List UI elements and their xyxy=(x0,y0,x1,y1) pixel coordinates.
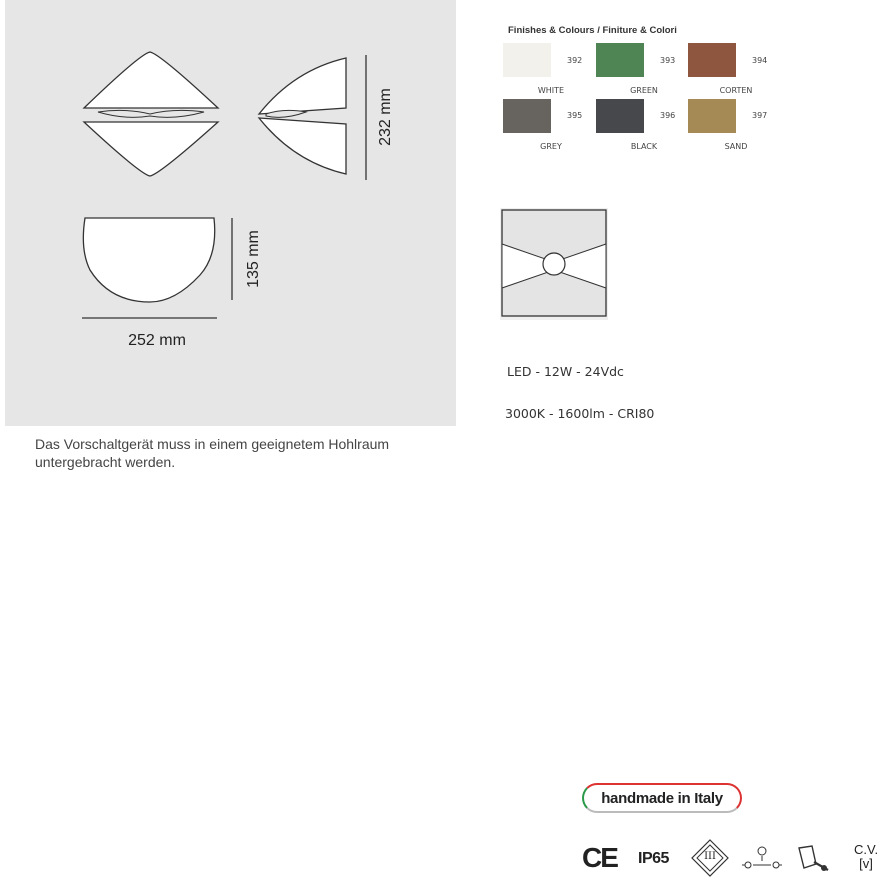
ip65-icon: IP65 xyxy=(638,850,669,867)
swatch-name: SAND xyxy=(724,142,748,151)
drawing-panel xyxy=(5,0,456,426)
width-dimension-line xyxy=(82,314,217,322)
depth-label: 135 mm xyxy=(245,230,262,288)
light-emission-icon xyxy=(500,208,608,320)
handmade-badge: handmade in Italy xyxy=(582,783,742,813)
swatch-code: 396 xyxy=(660,111,676,120)
swatch-name: CORTEN xyxy=(719,86,753,95)
height-label: 232 mm xyxy=(377,88,394,146)
swatch-name: GREY xyxy=(540,142,562,151)
swatch-sand xyxy=(688,99,736,133)
cv-icon xyxy=(854,843,878,871)
swatch-green xyxy=(596,43,644,77)
swatch-corten xyxy=(688,43,736,77)
finishes-title: Finishes & Colours / Finiture & Colori xyxy=(508,25,677,36)
swatch-code: 392 xyxy=(567,56,583,65)
ce-mark-icon: CE xyxy=(582,842,617,873)
depth-dimension-line xyxy=(226,218,238,300)
swatch-grey xyxy=(503,99,551,133)
spec-light: 3000K - 1600lm - CRI80 xyxy=(505,406,655,421)
width-label: 252 mm xyxy=(128,332,186,349)
swatch-code: 393 xyxy=(660,56,676,65)
spec-power: LED - 12W - 24Vdc xyxy=(507,364,624,379)
front-view-drawing xyxy=(80,50,225,182)
top-view-drawing xyxy=(80,215,220,305)
wall-mount-icon xyxy=(796,842,832,876)
class-iii-label: III xyxy=(704,851,716,862)
cv-bottom-label: [v] xyxy=(859,856,873,871)
led-driver-icon xyxy=(740,845,784,873)
swatch-name: WHITE xyxy=(537,86,565,95)
swatch-name: GREEN xyxy=(630,86,658,95)
swatch-code: 395 xyxy=(567,111,583,120)
swatch-white xyxy=(503,43,551,77)
side-view-drawing xyxy=(254,50,354,182)
swatch-code: 394 xyxy=(752,56,768,65)
height-dimension-line xyxy=(360,55,372,180)
cv-top-label: C.V. xyxy=(854,842,879,857)
swatch-black xyxy=(596,99,644,133)
swatch-code: 397 xyxy=(752,111,768,120)
swatch-name: BLACK xyxy=(630,142,658,151)
ballast-note: Das Vorschaltgerät muss in einem geeignetem Hohlraum untergebracht werden. xyxy=(35,436,390,470)
